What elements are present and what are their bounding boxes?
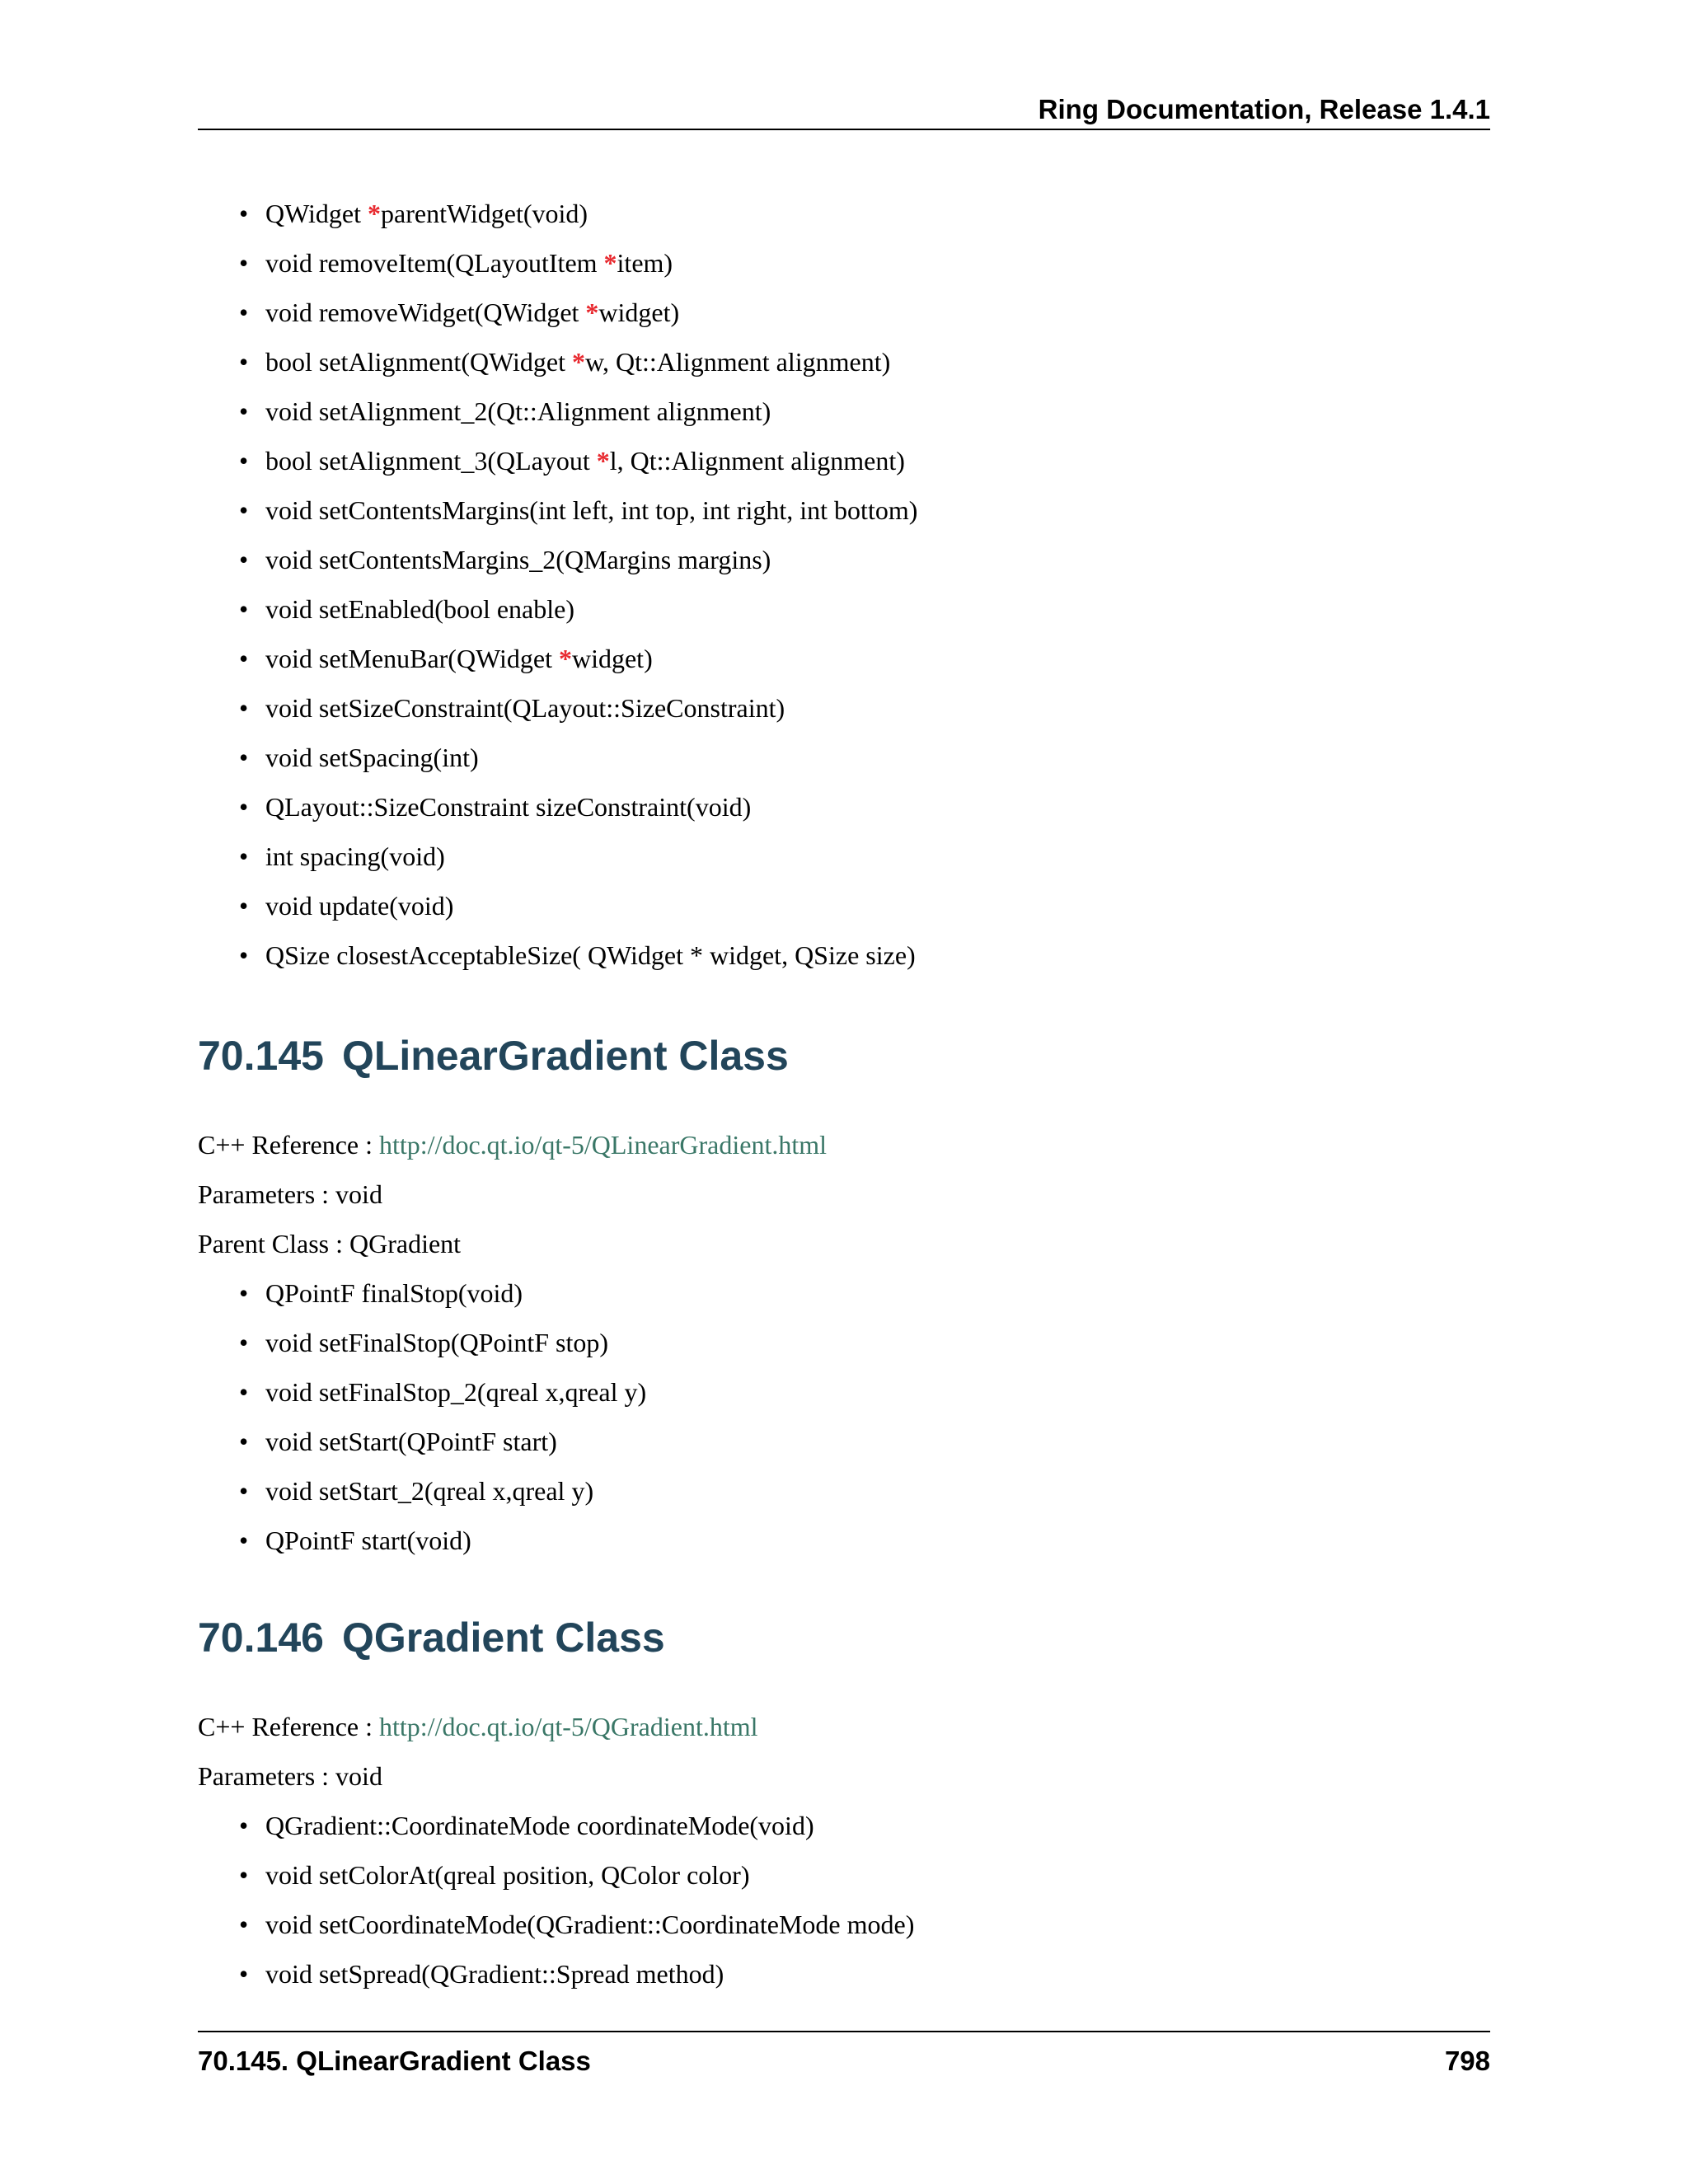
list-item — [239, 347, 891, 377]
pointer-star: * — [571, 347, 585, 377]
method-text: int spacing(void) — [265, 841, 445, 871]
method-text: void setEnabled(bool enable) — [265, 594, 574, 624]
list-item — [239, 1526, 471, 1556]
list-item — [239, 1377, 647, 1408]
list-item — [239, 940, 916, 971]
method-text: void setAlignment_2(Qt::Alignment alignment) — [265, 396, 771, 426]
bullet: • — [239, 1910, 249, 1939]
method-text: void setSizeConstraint(QLayout::SizeConstraint) — [265, 693, 785, 723]
bullet: • — [239, 1811, 249, 1840]
bullet: • — [239, 891, 249, 921]
list-item — [239, 1910, 915, 1940]
bullet: • — [239, 1278, 249, 1308]
method-text-rest: widget) — [571, 644, 653, 673]
list-item — [239, 1427, 557, 1457]
page-number: 798 — [1444, 2046, 1490, 2076]
method-text: void setCoordinateMode(QGradient::CoordinateMode mode) — [265, 1910, 915, 1939]
list-item — [239, 891, 454, 921]
list-item — [239, 594, 574, 625]
pointer-star: * — [596, 446, 610, 476]
bullet: • — [239, 396, 249, 426]
method-text: void setSpacing(int) — [265, 743, 479, 772]
bullet: • — [239, 545, 249, 574]
section-heading-qlineargradient — [198, 1032, 789, 1080]
bullet: • — [239, 1860, 249, 1890]
bullet: • — [239, 1377, 249, 1407]
bullet: • — [239, 1427, 249, 1456]
bullet: • — [239, 1526, 249, 1555]
cpp-reference-line — [198, 1130, 827, 1160]
method-text: void removeItem(QLayoutItem — [265, 248, 604, 278]
method-text: void setSpread(QGradient::Spread method) — [265, 1959, 724, 1989]
bullet: • — [239, 199, 249, 228]
method-text: QLayout::SizeConstraint sizeConstraint(void) — [265, 792, 752, 822]
parent-class-line: Parent Class : QGradient — [198, 1229, 462, 1258]
list-item — [239, 1328, 609, 1358]
list-item — [239, 644, 653, 674]
bullet: • — [239, 446, 249, 476]
list-item — [239, 792, 752, 823]
section-title: QLinearGradient Class — [341, 1033, 789, 1079]
list-item — [239, 248, 673, 279]
pointer-star: * — [368, 199, 382, 228]
cpp-reference-label: C++ Reference : — [198, 1712, 379, 1741]
method-text-rest: l, Qt::Alignment alignment) — [609, 446, 905, 476]
list-item — [239, 495, 918, 526]
cpp-reference-line — [198, 1712, 758, 1742]
method-text: void removeWidget(QWidget — [265, 298, 586, 327]
list-item — [239, 1476, 594, 1507]
method-text: bool setAlignment_3(QLayout — [265, 446, 597, 476]
method-text: void setFinalStop(QPointF stop) — [265, 1328, 609, 1357]
method-text: void setContentsMargins_2(QMargins margins) — [265, 545, 771, 574]
list-item — [239, 1278, 523, 1309]
method-text-rest: w, Qt::Alignment alignment) — [584, 347, 891, 377]
pointer-star: * — [585, 298, 599, 327]
running-footer — [198, 2031, 1490, 2077]
list-item — [239, 1860, 750, 1891]
method-text: void setStart(QPointF start) — [265, 1427, 557, 1456]
method-text-rest: parentWidget(void) — [381, 199, 588, 228]
method-text: QSize closestAcceptableSize( QWidget * widget, QSize size) — [265, 940, 916, 970]
method-text: void setContentsMargins(int left, int top, int right, int bottom) — [265, 495, 918, 525]
pointer-star: * — [558, 644, 572, 673]
list-item — [239, 1811, 814, 1841]
list-item — [239, 396, 771, 427]
bullet: • — [239, 347, 249, 377]
cpp-reference-link[interactable]: http://doc.qt.io/qt-5/QLinearGradient.html — [379, 1130, 827, 1160]
bullet: • — [239, 248, 249, 278]
list-item — [239, 446, 905, 476]
method-text: void setFinalStop_2(qreal x,qreal y) — [265, 1377, 647, 1407]
bullet: • — [239, 1476, 249, 1506]
section-number: 70.146 — [198, 1615, 324, 1661]
cpp-reference-link[interactable]: http://doc.qt.io/qt-5/QGradient.html — [379, 1712, 758, 1741]
parameters-line: Parameters : void — [198, 1179, 382, 1209]
bullet: • — [239, 743, 249, 772]
bullet: • — [239, 298, 249, 327]
bullet: • — [239, 940, 249, 970]
method-text: bool setAlignment(QWidget — [265, 347, 572, 377]
method-text-rest: widget) — [598, 298, 680, 327]
running-header: Ring Documentation, Release 1.4.1 — [198, 89, 1490, 130]
list-item — [239, 545, 771, 575]
list-item — [239, 298, 680, 328]
bullet: • — [239, 1328, 249, 1357]
list-item — [239, 693, 785, 724]
list-item — [239, 841, 445, 872]
method-text: QPointF finalStop(void) — [265, 1278, 523, 1308]
list-item — [239, 743, 479, 773]
method-text-rest: item) — [617, 248, 673, 278]
bullet: • — [239, 495, 249, 525]
method-text: void setStart_2(qreal x,qreal y) — [265, 1476, 594, 1506]
list-item — [239, 199, 588, 229]
bullet: • — [239, 1959, 249, 1989]
parameters-line: Parameters : void — [198, 1761, 382, 1791]
method-text: void update(void) — [265, 891, 454, 921]
bullet: • — [239, 644, 249, 673]
cpp-reference-label: C++ Reference : — [198, 1130, 379, 1160]
section-number: 70.145 — [198, 1033, 324, 1079]
bullet: • — [239, 594, 249, 624]
pointer-star: * — [603, 248, 617, 278]
method-text: QWidget — [265, 199, 368, 228]
method-text: QPointF start(void) — [265, 1526, 471, 1555]
method-text: void setMenuBar(QWidget — [265, 644, 559, 673]
list-item — [239, 1959, 724, 1990]
bullet: • — [239, 693, 249, 723]
section-title: QGradient Class — [341, 1615, 665, 1661]
bullet: • — [239, 792, 249, 822]
section-heading-qgradient — [198, 1614, 665, 1661]
method-text: QGradient::CoordinateMode coordinateMode(void) — [265, 1811, 814, 1840]
bullet: • — [239, 841, 249, 871]
method-text: void setColorAt(qreal position, QColor color) — [265, 1860, 750, 1890]
footer-section-title: 70.145. QLinearGradient Class — [198, 2046, 591, 2076]
